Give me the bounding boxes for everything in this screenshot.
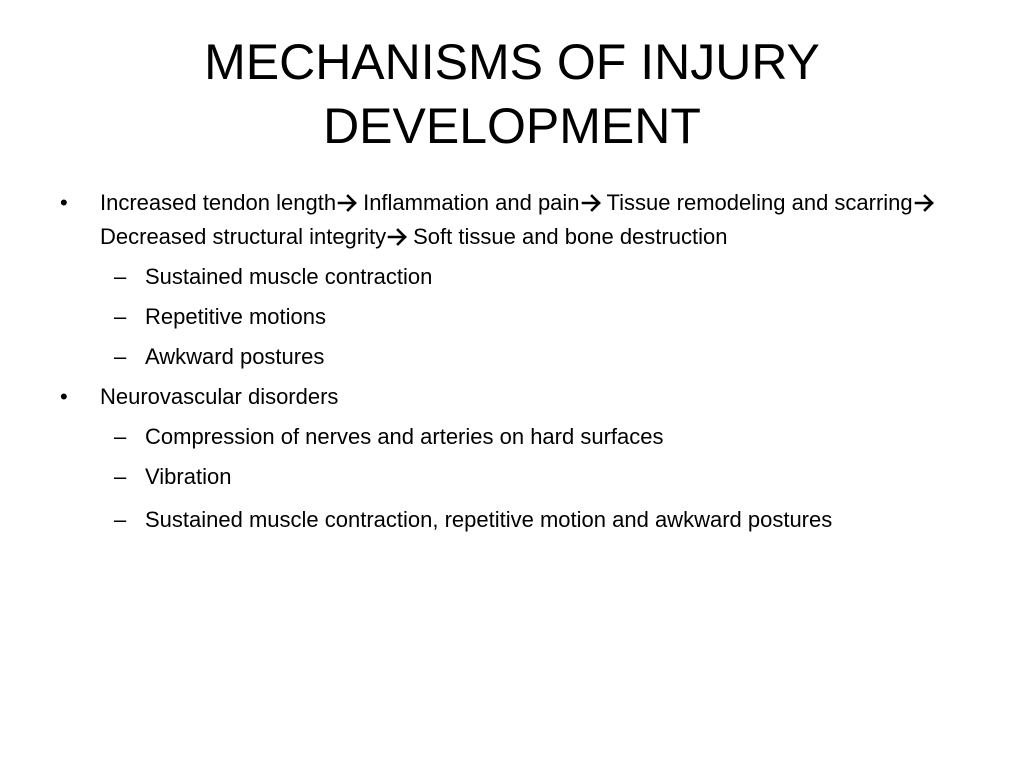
sub-bullet-text: Awkward postures [145,344,325,369]
sub-bullet-item [56,420,946,454]
sub-bullet-item [56,460,946,494]
bullet-text: Neurovascular disorders [100,384,339,409]
sub-bullet-item [56,500,946,540]
bullet-marker: • [60,190,68,215]
title-line-1: MECHANISMS OF INJURY [204,34,820,90]
bullet-marker: • [60,384,68,409]
sub-bullet-item [56,340,946,374]
chain-step: Soft tissue and bone destruction [413,224,728,249]
slide-title [60,30,964,158]
chain-step: Tissue remodeling and scarring [606,190,913,215]
arrow-right-icon [387,228,409,246]
arrow-right-icon [581,194,603,212]
dash-marker: – [114,507,127,532]
chain-step: Decreased structural integrity [100,224,387,249]
dash-marker: – [114,344,127,369]
sub-bullet-text: Sustained muscle contraction, repetitive motion and awkward postures [145,507,833,532]
arrow-right-icon [337,194,359,212]
dash-marker: – [114,264,127,289]
dash-marker: – [114,424,127,449]
chain-step: Increased tendon length [100,190,337,215]
title-line-2: DEVELOPMENT [323,98,701,154]
chain-step: Inflammation and pain [363,190,580,215]
sub-bullet-text: Sustained muscle contraction [145,264,433,289]
bullet-item [56,186,946,254]
arrow-right-icon [914,194,936,212]
sub-bullet-text: Vibration [145,464,232,489]
bullet-item [56,380,946,414]
sub-bullet-item [56,260,946,294]
slide-body [56,186,946,546]
sub-bullet-text: Compression of nerves and arteries on hard surfaces [145,424,664,449]
dash-marker: – [114,304,127,329]
sub-bullet-item [56,300,946,334]
sub-bullet-text: Repetitive motions [145,304,326,329]
dash-marker: – [114,464,127,489]
